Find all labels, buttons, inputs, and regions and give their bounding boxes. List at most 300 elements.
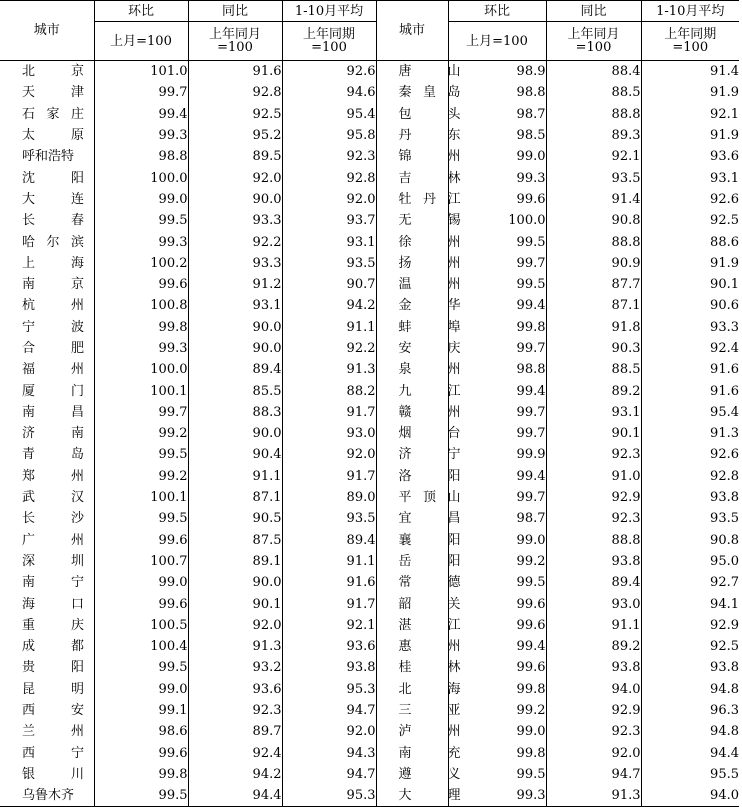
city-cell — [0, 636, 94, 657]
avg-value: 91.6 — [282, 572, 376, 593]
city-name: 北 海 — [398, 681, 461, 697]
avg-value: 95.0 — [641, 551, 739, 572]
mom-value: 100.5 — [94, 615, 188, 636]
mom-value: 99.7 — [448, 487, 546, 508]
mom-value: 99.3 — [448, 785, 546, 807]
city-cell — [376, 423, 461, 444]
city-name: 包 头 — [398, 106, 461, 122]
yoy-value: 87.1 — [188, 487, 282, 508]
city-name: 青 岛 — [22, 447, 84, 463]
yoy-value: 93.8 — [546, 657, 641, 678]
mom-value: 99.0 — [448, 721, 546, 742]
avg-value: 91.7 — [282, 593, 376, 614]
city-cell — [0, 657, 94, 678]
yoy-value: 90.0 — [188, 423, 282, 444]
yoy-value: 92.0 — [188, 615, 282, 636]
yoy-value: 93.3 — [188, 253, 282, 274]
yoy-value: 88.5 — [546, 82, 641, 103]
table-row — [0, 785, 739, 807]
city-cell — [376, 530, 461, 551]
header-avg-right: 1-10月平均 — [641, 1, 739, 22]
city-name: 烟 台 — [398, 426, 461, 442]
mom-value: 100.0 — [448, 210, 546, 231]
yoy-value: 91.3 — [546, 785, 641, 807]
avg-value: 93.1 — [641, 167, 739, 188]
avg-value: 92.7 — [641, 572, 739, 593]
table-row — [0, 402, 739, 423]
city-name: 厦 门 — [22, 383, 84, 399]
avg-value: 93.7 — [282, 210, 376, 231]
city-cell — [0, 210, 94, 231]
mom-value: 98.7 — [448, 508, 546, 529]
yoy-value: 91.1 — [546, 615, 641, 636]
city-cell — [0, 530, 94, 551]
avg-value: 88.2 — [282, 380, 376, 401]
table-row — [0, 380, 739, 401]
city-name: 南 宁 — [22, 575, 84, 591]
mom-value: 99.6 — [448, 657, 546, 678]
yoy-value: 92.8 — [188, 82, 282, 103]
mom-value: 99.6 — [94, 593, 188, 614]
header-yoy-right: 同比 — [546, 1, 641, 22]
avg-value: 93.6 — [282, 636, 376, 657]
avg-value: 90.1 — [641, 274, 739, 295]
avg-value: 94.8 — [641, 679, 739, 700]
avg-value: 91.3 — [282, 359, 376, 380]
avg-value: 92.6 — [282, 61, 376, 83]
yoy-value: 92.0 — [546, 743, 641, 764]
table-row — [0, 167, 739, 188]
mom-value: 99.5 — [448, 572, 546, 593]
city-cell — [0, 253, 94, 274]
table-row — [0, 530, 739, 551]
city-cell — [376, 295, 461, 316]
mom-value: 101.0 — [94, 61, 188, 83]
mom-value: 100.0 — [94, 359, 188, 380]
yoy-value: 85.5 — [188, 380, 282, 401]
header-city-left: 城市 — [0, 1, 94, 61]
city-name: 深 圳 — [22, 553, 84, 569]
mom-value: 100.7 — [94, 551, 188, 572]
city-cell — [376, 210, 461, 231]
table-row — [0, 104, 739, 125]
mom-value: 99.0 — [448, 530, 546, 551]
city-cell — [376, 167, 461, 188]
yoy-value: 89.3 — [546, 125, 641, 146]
avg-value: 91.7 — [282, 466, 376, 487]
table-row — [0, 593, 739, 614]
city-name: 吉 林 — [398, 170, 461, 186]
yoy-value: 92.9 — [546, 700, 641, 721]
city-cell — [376, 487, 461, 508]
avg-value: 91.9 — [641, 125, 739, 146]
mom-value: 99.8 — [448, 743, 546, 764]
avg-value: 91.4 — [641, 61, 739, 83]
yoy-value: 93.2 — [188, 657, 282, 678]
city-cell — [376, 317, 461, 338]
yoy-value: 91.3 — [188, 636, 282, 657]
avg-value: 90.7 — [282, 274, 376, 295]
yoy-value: 92.3 — [546, 721, 641, 742]
table-row — [0, 295, 739, 316]
mom-value: 99.6 — [94, 274, 188, 295]
mom-value: 99.7 — [448, 253, 546, 274]
table-row — [0, 146, 739, 167]
avg-value: 91.6 — [641, 380, 739, 401]
yoy-value: 89.4 — [188, 359, 282, 380]
avg-value: 91.9 — [641, 82, 739, 103]
city-name: 三 亚 — [398, 703, 461, 719]
avg-value: 92.3 — [282, 146, 376, 167]
city-cell — [376, 338, 461, 359]
city-cell — [0, 423, 94, 444]
table-row — [0, 636, 739, 657]
city-cell — [0, 508, 94, 529]
city-name: 西 宁 — [22, 745, 84, 761]
mom-value: 100.1 — [94, 487, 188, 508]
avg-value: 93.5 — [282, 253, 376, 274]
yoy-value: 90.9 — [546, 253, 641, 274]
avg-value: 90.6 — [641, 295, 739, 316]
mom-value: 100.0 — [94, 167, 188, 188]
yoy-value: 89.5 — [188, 146, 282, 167]
city-name: 兰 州 — [22, 724, 84, 740]
yoy-value: 89.1 — [188, 551, 282, 572]
city-name: 合 肥 — [22, 341, 84, 356]
table-row — [0, 508, 739, 529]
table-row — [0, 210, 739, 231]
mom-value: 98.9 — [448, 61, 546, 83]
header-yoy-base-right: 上年同月 =100 — [546, 22, 641, 61]
city-cell — [376, 785, 461, 807]
city-cell — [0, 444, 94, 465]
mom-value: 99.5 — [94, 444, 188, 465]
avg-value: 95.8 — [282, 125, 376, 146]
mom-value: 98.5 — [448, 125, 546, 146]
avg-value: 93.5 — [641, 508, 739, 529]
city-name: 泉 州 — [398, 362, 461, 378]
yoy-value: 92.0 — [188, 167, 282, 188]
avg-value: 93.6 — [641, 146, 739, 167]
mom-value: 99.0 — [94, 189, 188, 210]
city-cell — [0, 82, 94, 103]
city-cell — [0, 167, 94, 188]
table-row — [0, 721, 739, 742]
city-cell — [376, 466, 461, 487]
avg-value: 89.4 — [282, 530, 376, 551]
table-row — [0, 125, 739, 146]
avg-value: 89.0 — [282, 487, 376, 508]
avg-value: 91.3 — [641, 423, 739, 444]
yoy-value: 93.8 — [546, 551, 641, 572]
city-cell — [0, 615, 94, 636]
city-name: 平 顶 山 — [398, 490, 461, 506]
city-name: 长 沙 — [22, 511, 84, 527]
city-name: 海 口 — [22, 596, 84, 612]
table-row — [0, 551, 739, 572]
yoy-value: 90.0 — [188, 572, 282, 593]
table-row — [0, 615, 739, 636]
header-avg-base-left: 上年同期 =100 — [282, 22, 376, 61]
city-name: 长 春 — [22, 213, 84, 229]
avg-value: 94.3 — [282, 743, 376, 764]
mom-value: 99.2 — [448, 551, 546, 572]
avg-value: 92.5 — [641, 210, 739, 231]
mom-value: 98.8 — [94, 146, 188, 167]
avg-value: 95.3 — [282, 679, 376, 700]
avg-value: 92.0 — [282, 189, 376, 210]
city-name: 乌 鲁 木 齐 — [22, 788, 75, 804]
city-name: 大 理 — [398, 788, 461, 804]
yoy-value: 88.8 — [546, 530, 641, 551]
mom-value: 99.7 — [94, 402, 188, 423]
city-cell — [0, 274, 94, 295]
yoy-value: 92.9 — [546, 487, 641, 508]
city-name: 天 津 — [22, 85, 84, 101]
city-cell — [0, 317, 94, 338]
city-name: 贵 阳 — [22, 660, 84, 676]
mom-value: 99.2 — [94, 423, 188, 444]
table-row — [0, 466, 739, 487]
avg-value: 91.6 — [641, 359, 739, 380]
city-cell — [376, 572, 461, 593]
yoy-value: 91.1 — [188, 466, 282, 487]
city-name: 金 华 — [398, 298, 461, 314]
table-body — [0, 61, 739, 807]
yoy-value: 90.0 — [188, 338, 282, 359]
avg-value: 92.0 — [282, 721, 376, 742]
mom-value: 99.5 — [448, 764, 546, 785]
header-yoy-left: 同比 — [188, 1, 282, 22]
yoy-value: 90.1 — [188, 593, 282, 614]
yoy-value: 90.1 — [546, 423, 641, 444]
mom-value: 99.6 — [448, 593, 546, 614]
table-row — [0, 764, 739, 785]
avg-value: 94.0 — [641, 785, 739, 807]
yoy-value: 92.3 — [546, 508, 641, 529]
yoy-value: 88.8 — [546, 104, 641, 125]
avg-value: 93.3 — [641, 317, 739, 338]
yoy-value: 88.5 — [546, 359, 641, 380]
yoy-value: 87.1 — [546, 295, 641, 316]
city-name: 南 充 — [398, 745, 461, 761]
yoy-value: 92.1 — [546, 146, 641, 167]
avg-value: 95.5 — [641, 764, 739, 785]
avg-value: 93.8 — [641, 657, 739, 678]
header-avg-base-right: 上年同期 =100 — [641, 22, 739, 61]
city-name: 南 昌 — [22, 404, 84, 420]
city-name: 济 宁 — [398, 447, 461, 463]
city-name: 昆 明 — [22, 681, 84, 697]
mom-value: 98.8 — [448, 82, 546, 103]
mom-value: 98.6 — [94, 721, 188, 742]
avg-value: 93.1 — [282, 231, 376, 252]
avg-value: 92.9 — [641, 615, 739, 636]
yoy-value: 89.2 — [546, 636, 641, 657]
header-avg-left: 1-10月平均 — [282, 1, 376, 22]
city-name: 桂 林 — [398, 660, 461, 676]
city-cell — [376, 125, 461, 146]
yoy-value: 88.8 — [546, 231, 641, 252]
avg-value: 92.0 — [282, 444, 376, 465]
city-name: 哈 尔 滨 — [22, 234, 84, 250]
yoy-value: 91.8 — [546, 317, 641, 338]
avg-value: 91.1 — [282, 551, 376, 572]
city-name: 韶 关 — [398, 596, 461, 612]
header-city-right: 城市 — [376, 1, 448, 61]
yoy-value: 92.4 — [188, 743, 282, 764]
table-row — [0, 82, 739, 103]
yoy-value: 89.7 — [188, 721, 282, 742]
yoy-value: 90.3 — [546, 338, 641, 359]
avg-value: 92.1 — [641, 104, 739, 125]
mom-value: 99.7 — [94, 82, 188, 103]
mom-value: 99.9 — [448, 444, 546, 465]
city-cell — [376, 593, 461, 614]
mom-value: 99.0 — [448, 146, 546, 167]
city-cell — [376, 679, 461, 700]
city-name: 襄 阳 — [398, 532, 461, 548]
mom-value: 99.7 — [448, 338, 546, 359]
yoy-value: 94.4 — [188, 785, 282, 807]
city-cell — [0, 359, 94, 380]
avg-value: 92.6 — [641, 189, 739, 210]
mom-value: 99.8 — [94, 317, 188, 338]
city-name: 石 家 庄 — [22, 106, 84, 122]
mom-value: 99.6 — [448, 189, 546, 210]
city-cell — [0, 700, 94, 721]
city-cell — [0, 104, 94, 125]
mom-value: 100.8 — [94, 295, 188, 316]
city-cell — [376, 104, 461, 125]
mom-value: 99.3 — [94, 125, 188, 146]
avg-value: 92.8 — [282, 167, 376, 188]
yoy-value: 90.4 — [188, 444, 282, 465]
city-name: 蚌 埠 — [398, 319, 461, 335]
avg-value: 92.4 — [641, 338, 739, 359]
avg-value: 95.3 — [282, 785, 376, 807]
city-cell — [376, 253, 461, 274]
avg-value: 91.1 — [282, 317, 376, 338]
table-row — [0, 423, 739, 444]
mom-value: 99.3 — [94, 338, 188, 359]
city-cell — [0, 721, 94, 742]
avg-value: 94.6 — [282, 82, 376, 103]
mom-value: 100.1 — [94, 380, 188, 401]
mom-value: 99.8 — [94, 764, 188, 785]
city-name: 大 连 — [22, 191, 84, 207]
city-name: 锦 州 — [398, 149, 461, 165]
city-name: 岳 阳 — [398, 553, 461, 569]
mom-value: 99.6 — [94, 530, 188, 551]
header-mom-right: 环比 — [448, 1, 546, 22]
mom-value: 99.0 — [94, 572, 188, 593]
city-cell — [0, 487, 94, 508]
avg-value: 95.4 — [282, 104, 376, 125]
city-cell — [0, 338, 94, 359]
avg-value: 94.7 — [282, 700, 376, 721]
mom-value: 99.7 — [448, 423, 546, 444]
city-name: 成 都 — [22, 639, 84, 655]
table-row — [0, 487, 739, 508]
mom-value: 99.5 — [94, 210, 188, 231]
avg-value: 93.8 — [641, 487, 739, 508]
city-cell — [376, 636, 461, 657]
avg-value: 95.4 — [641, 402, 739, 423]
avg-value: 93.0 — [282, 423, 376, 444]
yoy-value: 94.0 — [546, 679, 641, 700]
mom-value: 99.6 — [448, 615, 546, 636]
city-name: 济 南 — [22, 426, 84, 442]
city-cell — [376, 615, 461, 636]
city-name: 宁 波 — [22, 319, 84, 335]
city-name: 宜 昌 — [398, 511, 461, 527]
yoy-value: 90.0 — [188, 317, 282, 338]
mom-value: 99.5 — [94, 657, 188, 678]
header-mom-base-right: 上月=100 — [448, 22, 546, 61]
mom-value: 100.2 — [94, 253, 188, 274]
mom-value: 98.7 — [448, 104, 546, 125]
mom-value: 99.3 — [94, 231, 188, 252]
yoy-value: 88.4 — [546, 61, 641, 83]
city-cell — [376, 402, 461, 423]
table-row — [0, 679, 739, 700]
avg-value: 91.7 — [282, 402, 376, 423]
city-name: 广 州 — [22, 532, 84, 548]
mom-value: 99.6 — [94, 743, 188, 764]
mom-value: 99.4 — [448, 295, 546, 316]
city-cell — [0, 466, 94, 487]
yoy-value: 91.2 — [188, 274, 282, 295]
city-cell — [376, 657, 461, 678]
table-row — [0, 572, 739, 593]
mom-value: 98.8 — [448, 359, 546, 380]
mom-value: 99.4 — [94, 104, 188, 125]
city-cell — [376, 274, 461, 295]
city-name: 沈 阳 — [22, 170, 84, 186]
header-yoy-base-left: 上年同月 =100 — [188, 22, 282, 61]
mom-value: 99.0 — [94, 679, 188, 700]
city-cell — [0, 146, 94, 167]
city-cell — [376, 82, 461, 103]
city-name: 唐 山 — [398, 64, 461, 80]
city-cell — [0, 764, 94, 785]
avg-value: 92.1 — [282, 615, 376, 636]
city-name: 重 庆 — [22, 617, 84, 633]
yoy-value: 92.2 — [188, 231, 282, 252]
yoy-value: 88.3 — [188, 402, 282, 423]
city-cell — [376, 146, 461, 167]
city-name: 杭 州 — [22, 298, 84, 314]
mom-value: 99.4 — [448, 466, 546, 487]
city-name: 徐 州 — [398, 234, 461, 250]
yoy-value: 91.4 — [546, 189, 641, 210]
yoy-value: 94.7 — [546, 764, 641, 785]
city-cell — [0, 231, 94, 252]
city-cell — [0, 402, 94, 423]
mom-value: 99.8 — [448, 317, 546, 338]
city-cell — [0, 189, 94, 210]
table-row — [0, 231, 739, 252]
city-name: 无 锡 — [398, 213, 461, 229]
avg-value: 93.8 — [282, 657, 376, 678]
city-name: 温 州 — [398, 277, 461, 293]
yoy-value: 92.5 — [188, 104, 282, 125]
table-row — [0, 274, 739, 295]
city-name: 惠 州 — [398, 639, 461, 655]
table-row — [0, 253, 739, 274]
city-name: 西 安 — [22, 703, 84, 719]
